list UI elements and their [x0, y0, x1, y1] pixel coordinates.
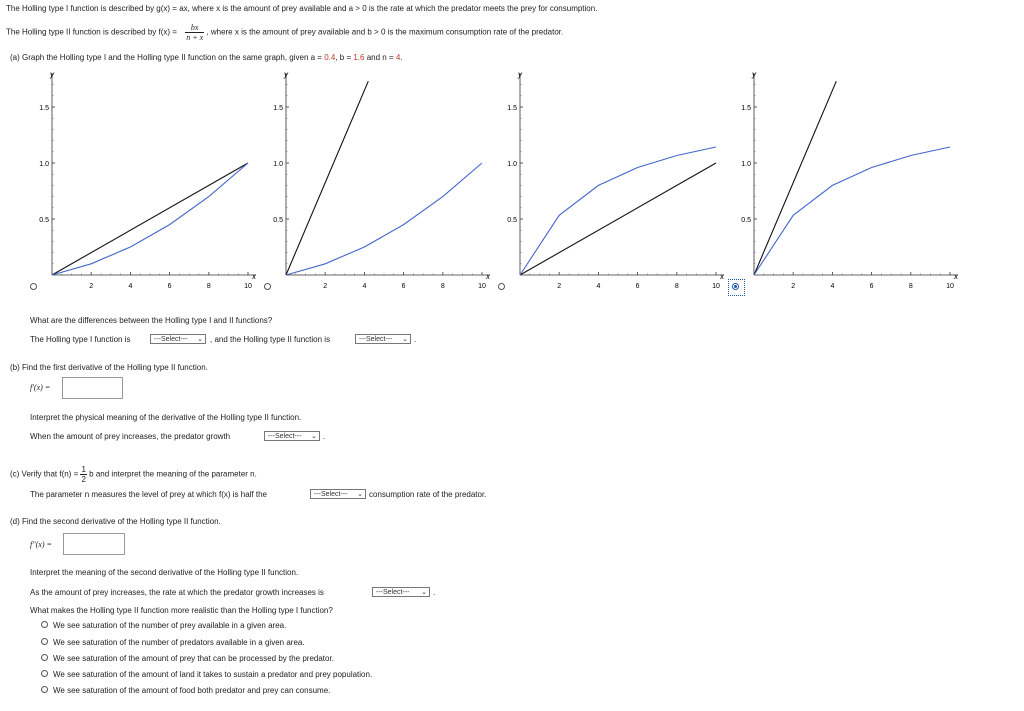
fraction-numerator: bx [185, 23, 204, 33]
y-tick-label: 1.5 [507, 105, 517, 112]
realism-option-1-radio[interactable] [41, 621, 48, 628]
holling-type1-line [520, 163, 716, 275]
part-c-sentence: The parameter n measures the level of prey at which f(x) is half the [30, 490, 267, 499]
x-axis-label: x [720, 272, 724, 281]
intro-line-2-prefix: The Holling type II function is described by f(x) = [6, 27, 177, 37]
holling-type1-line [286, 81, 368, 275]
y-tick-label: 0.5 [741, 217, 751, 224]
x-tick-label: 4 [596, 283, 601, 290]
fraction-numerator: 1 [81, 465, 86, 474]
x-tick-label: 4 [830, 283, 835, 290]
type1-select-label: ---Select--- [154, 336, 188, 343]
holling-type2-fraction [185, 23, 204, 42]
realism-option-3-label: We see saturation of the amount of prey that can be processed by the predator. [53, 654, 334, 663]
fraction-denominator: n + x [186, 33, 204, 42]
predator-growth-select-label: ---Select--- [268, 433, 302, 440]
param-n-text: and n = [366, 53, 394, 62]
graph-option-3-radio[interactable] [498, 283, 505, 290]
x-tick-label: 6 [167, 283, 172, 290]
x-tick-label: 10 [712, 283, 720, 290]
x-tick-label: 6 [869, 283, 874, 290]
param-b-value: 1.6 [353, 53, 365, 62]
fraction-denominator: 2 [81, 475, 86, 484]
x-tick-label: 4 [362, 283, 367, 290]
part-b-sentence: When the amount of prey increases, the predator growth [30, 432, 231, 441]
graph-option-4 [732, 66, 972, 292]
one-half-fraction [80, 465, 86, 484]
x-tick-label: 2 [89, 283, 94, 290]
part-d-sentence: As the amount of prey increases, the rate at which the predator growth increases is [30, 588, 324, 597]
graph-option-3 [498, 66, 738, 292]
realism-option-2-label: We see saturation of the number of predators available in a given area. [53, 638, 305, 647]
y-tick-label: 1.0 [39, 161, 49, 168]
y-tick-label: 1.5 [273, 105, 283, 112]
x-tick-label: 8 [206, 283, 211, 290]
intro-line-1: The Holling type I function is described by g(x) = ax, where x is the amount of prey available and a > 0 is the rate at which the predator meets the prey for consumption. [6, 4, 598, 13]
graph-option-2 [264, 66, 504, 292]
part-a-prompt [10, 53, 403, 62]
second-derivative-input[interactable] [63, 533, 125, 555]
realistic-question: What makes the Holling type II function more realistic than the Holling type I function? [30, 606, 333, 615]
x-tick-label: 10 [244, 283, 252, 290]
chevron-down-icon: ⌄ [402, 336, 408, 343]
y-tick-label: 0.5 [273, 217, 283, 224]
x-tick-label: 8 [440, 283, 445, 290]
part-d-prompt: (d) Find the second derivative of the Holling type II function. [10, 517, 221, 526]
x-tick-label: 6 [635, 283, 640, 290]
realism-option-4-label: We see saturation of the amount of land it takes to sustain a predator and prey population. [53, 670, 373, 679]
graph-option-2-radio[interactable] [264, 283, 271, 290]
type2-description-select[interactable] [355, 334, 411, 344]
realism-option-4-radio[interactable] [41, 670, 48, 677]
holling-type2-curve [754, 147, 950, 275]
part-d-interpret: Interpret the meaning of the second derivative of the Holling type II function. [30, 568, 299, 577]
holling-type2-curve [286, 163, 482, 275]
x-tick-label: 2 [557, 283, 562, 290]
part-d-period: . [433, 588, 436, 597]
realism-option-3-radio[interactable] [41, 654, 48, 661]
predator-growth-select[interactable] [264, 431, 320, 441]
differences-sentence-2: , and the Holling type II function is [210, 335, 331, 344]
realism-option-5-radio[interactable] [41, 686, 48, 693]
part-b-period: . [323, 432, 326, 441]
y-tick-label: 1.5 [741, 105, 751, 112]
x-tick-label: 10 [946, 283, 954, 290]
holling-type1-line [754, 81, 836, 275]
realism-option-2-radio[interactable] [41, 638, 48, 645]
part-c-prompt [10, 465, 257, 484]
y-axis-label: y [752, 70, 756, 79]
chevron-down-icon: ⌄ [311, 433, 317, 440]
part-a-prompt-text: (a) Graph the Holling type I and the Holling type II function on the same graph, given a = [10, 53, 322, 62]
y-tick-label: 0.5 [507, 217, 517, 224]
differences-period: . [414, 335, 417, 344]
second-derivative-label: f''(x) = [30, 540, 52, 549]
x-tick-label: 8 [674, 283, 679, 290]
type1-description-select[interactable] [150, 334, 206, 344]
x-tick-label: 2 [323, 283, 328, 290]
x-tick-label: 2 [791, 283, 796, 290]
y-axis-label: y [518, 70, 522, 79]
part-c-sentence-end: consumption rate of the predator. [369, 490, 487, 499]
x-tick-label: 8 [908, 283, 913, 290]
graph-option-4-radio[interactable] [732, 283, 739, 290]
realism-option-1-label: We see saturation of the number of prey available in a given area. [53, 621, 287, 630]
y-axis-label: y [50, 70, 54, 79]
graph-option-1 [30, 66, 270, 292]
x-tick-label: 6 [401, 283, 406, 290]
first-derivative-label: f'(x) = [30, 383, 51, 392]
y-tick-label: 1.0 [741, 161, 751, 168]
graph-option-1-radio[interactable] [30, 283, 37, 290]
part-c-prompt-prefix: (c) Verify that f(n) = [10, 469, 79, 479]
chevron-down-icon: ⌄ [421, 589, 427, 596]
growth-rate-select[interactable] [372, 587, 430, 597]
y-tick-label: 1.5 [39, 105, 49, 112]
param-n-value: 4 [395, 53, 401, 62]
y-tick-label: 0.5 [39, 217, 49, 224]
differences-question: What are the differences between the Holling type I and II functions? [30, 316, 273, 325]
half-rate-select[interactable] [310, 489, 366, 499]
x-axis-label: x [954, 272, 958, 281]
param-a-value: 0.4 [324, 53, 336, 62]
intro-line-2 [6, 23, 563, 42]
realism-option-5-label: We see saturation of the amount of food both predator and prey can consume. [53, 686, 331, 695]
growth-rate-select-label: ---Select--- [376, 589, 410, 596]
part-b-interpret: Interpret the physical meaning of the derivative of the Holling type II function. [30, 413, 302, 422]
y-tick-label: 1.0 [273, 161, 283, 168]
chevron-down-icon: ⌄ [197, 336, 203, 343]
chevron-down-icon: ⌄ [357, 491, 363, 498]
x-axis-label: x [252, 272, 256, 281]
x-tick-label: 10 [478, 283, 486, 290]
holling-type2-curve [520, 147, 716, 275]
holling-type1-line [52, 163, 248, 275]
x-axis-label: x [486, 272, 490, 281]
half-rate-select-label: ---Select--- [314, 491, 348, 498]
part-b-prompt: (b) Find the first derivative of the Holling type II function. [10, 363, 208, 372]
part-c-prompt-suffix: b and interpret the meaning of the parameter n. [89, 469, 257, 479]
param-b-text: , b = [335, 53, 352, 62]
first-derivative-input[interactable] [62, 377, 123, 399]
intro-line-2-suffix: , where x is the amount of prey available and b > 0 is the maximum consumption rate of the predator. [206, 27, 564, 37]
differences-sentence-1: The Holling type I function is [30, 335, 131, 344]
y-tick-label: 1.0 [507, 161, 517, 168]
x-tick-label: 4 [128, 283, 133, 290]
y-axis-label: y [284, 70, 288, 79]
param-period: . [400, 53, 403, 62]
type2-select-label: ---Select--- [359, 336, 393, 343]
